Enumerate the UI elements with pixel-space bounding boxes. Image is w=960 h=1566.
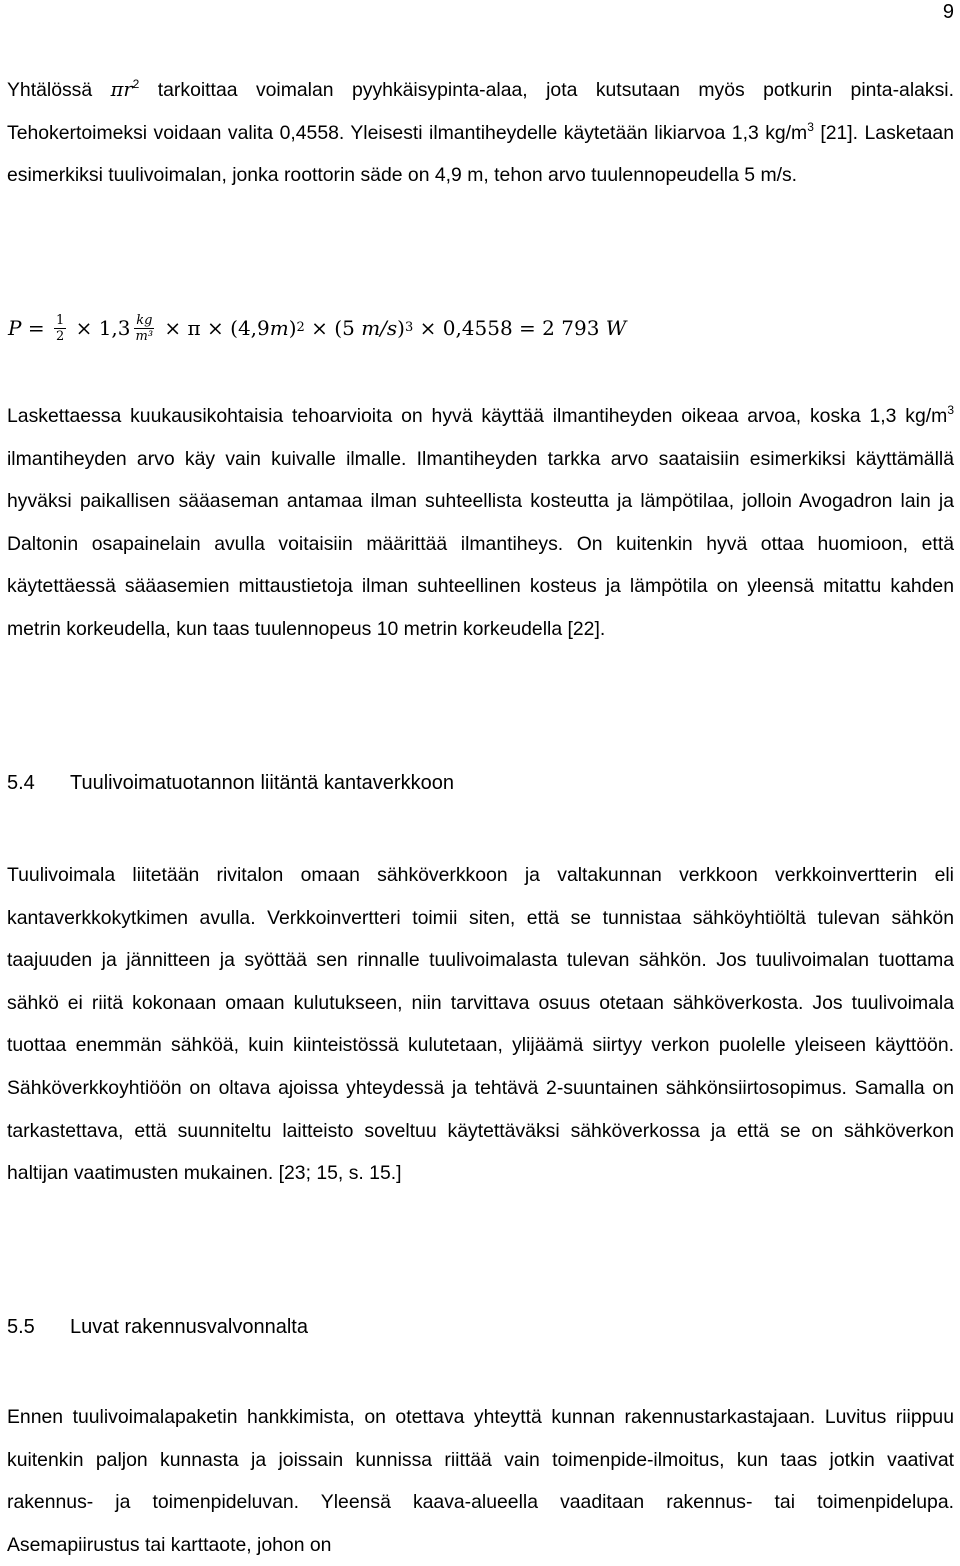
formula-close2: ) bbox=[397, 316, 405, 340]
paragraph-air-density bbox=[7, 395, 954, 651]
page-number: 9 bbox=[942, 1, 954, 23]
para2-text-2: ilmantiheyden arvo käy vain kuivalle ilmalle. Ilmantiheyden tarkka arvo saataisiin esimerkiksi käyttämällä hyväksi paikallisen sääaseman antamaa ilman suhteellista kosteutta ja lämpötilaa, jolloin Avogadron lain ja Daltonin osapainelain avulla voitaisiin määrittää ilmantiheys. On kuitenkin hyvä ottaa huomioon, että käytettäessä sääasemien mittaustietoja ilman suhteellinen kosteus ja lämpötila on yleensä mitattu kahden metrin korkeudella, kun taas tuulennopeus 10 metrin korkeudella [22]. bbox=[7, 447, 954, 640]
formula-ms: m/s bbox=[361, 316, 398, 340]
formula-times4: × 0,4558 = 2 793 bbox=[413, 316, 606, 340]
formula-fraction-half bbox=[54, 313, 66, 344]
para1-math-sup: 2 bbox=[132, 77, 140, 91]
formula-frac2-num: kg bbox=[136, 312, 153, 328]
formula-m1: m bbox=[269, 316, 289, 340]
heading-5-5-number: 5.5 bbox=[7, 1316, 35, 1338]
formula-eq: = bbox=[21, 316, 51, 340]
section-heading-5-4 bbox=[7, 770, 454, 796]
para2-sup: 3 bbox=[947, 403, 954, 417]
paragraph-grid-connection: Tuulivoimala liitetään rivitalon omaan sähköverkkoon ja valtakunnan verkkoon verkkoinvertterin eli kantaverkkokytkimen avulla. Verkkoinvertteri toimii siten, että se tunnistaa sähköyhtiöltä tulevan sähkön taajuuden ja jännitteen ja syöttää sen rinnalle tuulivoimalasta tulevan sähkön. Jos tuulivoimalan tuottama sähkö ei riitä kokonaan omaan kulutukseen, niin tarvittava osuus otetaan sähköverkosta. Jos tuulivoimala tuottaa enemmän sähköä, kuin kiinteistössä kulutetaan, ylijäämä siirtyy verkon puolelle yleiseen käyttöön. Sähköverkkoyhtiöön on oltava ajoissa yhteydessä ja tehtävä 2-suuntainen sähkönsiirtosopimus. Samalla on tarkastettava, että suunniteltu laitteisto soveltuu käytettäväksi sähköverkossa ja että se on sähköverkon haltijan vaatimusten mukainen. [23; 15, s. 15.] bbox=[7, 864, 954, 1185]
power-formula: P = $\frac{1}{2}$ × 1,3 $\frac{kg}{\text{m³}}$ × π × (4,9 m ) 2 × (5 m/s ) 3 × 0,4558 = 2 793 W bbox=[8, 312, 627, 344]
heading-5-5-title: Luvat rakennusvalvonnalta bbox=[70, 1316, 308, 1338]
para1-text-2: tarkoittaa voimalan pyyhkäisypinta-alaa, jota kutsutaan myös potkurin pinta-alaksi. Tehokertoimeksi voidaan valita 0,4558. Yleisesti ilmantiheydelle käytetään likiarvoa 1,3 kg/m bbox=[7, 79, 955, 144]
paragraph-building-permits: Ennen tuulivoimalapaketin hankkimista, on otettava yhteyttä kunnan rakennustarkastajaan. Luvitus riippuu kuitenkin paljon kunnasta ja joissain kunnissa riittää vain toimenpide-ilmoitus, kun taas jotkin vaativat rakennus- ja toimenpideluvan. Yleensä kaava-alueella vaaditaan rakennus- tai toimenpidelupa. Asemapiirustus tai karttaote, johon on bbox=[7, 1406, 954, 1556]
para2-text-1: Laskettaessa kuukausikohtaisia tehoarvioita on hyvä käyttää ilmantiheyden oikeaa arvoa, koska 1,3 kg/m bbox=[7, 405, 948, 427]
formula-close1: ) bbox=[288, 316, 297, 340]
formula-w: W bbox=[605, 316, 627, 340]
formula-frac1-num: 1 bbox=[55, 312, 65, 328]
formula-times3: × (5 bbox=[304, 316, 362, 340]
paragraph-wind-power-intro bbox=[7, 69, 954, 197]
formula-frac1-den: 2 bbox=[55, 328, 65, 344]
para1-sup: 3 bbox=[807, 119, 814, 134]
formula-p: P bbox=[8, 316, 22, 340]
para1-text-1: Yhtälössä bbox=[7, 79, 111, 101]
section-heading-5-5 bbox=[7, 1314, 308, 1340]
formula-fraction-density-unit bbox=[134, 313, 156, 344]
heading-5-4-title: Tuulivoimatuotannon liitäntä kantaverkkoon bbox=[70, 772, 454, 794]
para1-math-pi-r: πr bbox=[110, 78, 133, 101]
formula-times1: × 1,3 bbox=[69, 316, 131, 340]
para1-text-3: [21]. Lasketaan esimerkiksi tuulivoimalan, jonka roottorin säde on 4,9 m, tehon arvo tuulennopeudella 5 m/s. bbox=[7, 121, 954, 187]
formula-times2: × π × (4,9 bbox=[158, 316, 270, 340]
formula-frac2-den: m³ bbox=[135, 328, 154, 344]
heading-5-4-number: 5.4 bbox=[7, 772, 35, 794]
